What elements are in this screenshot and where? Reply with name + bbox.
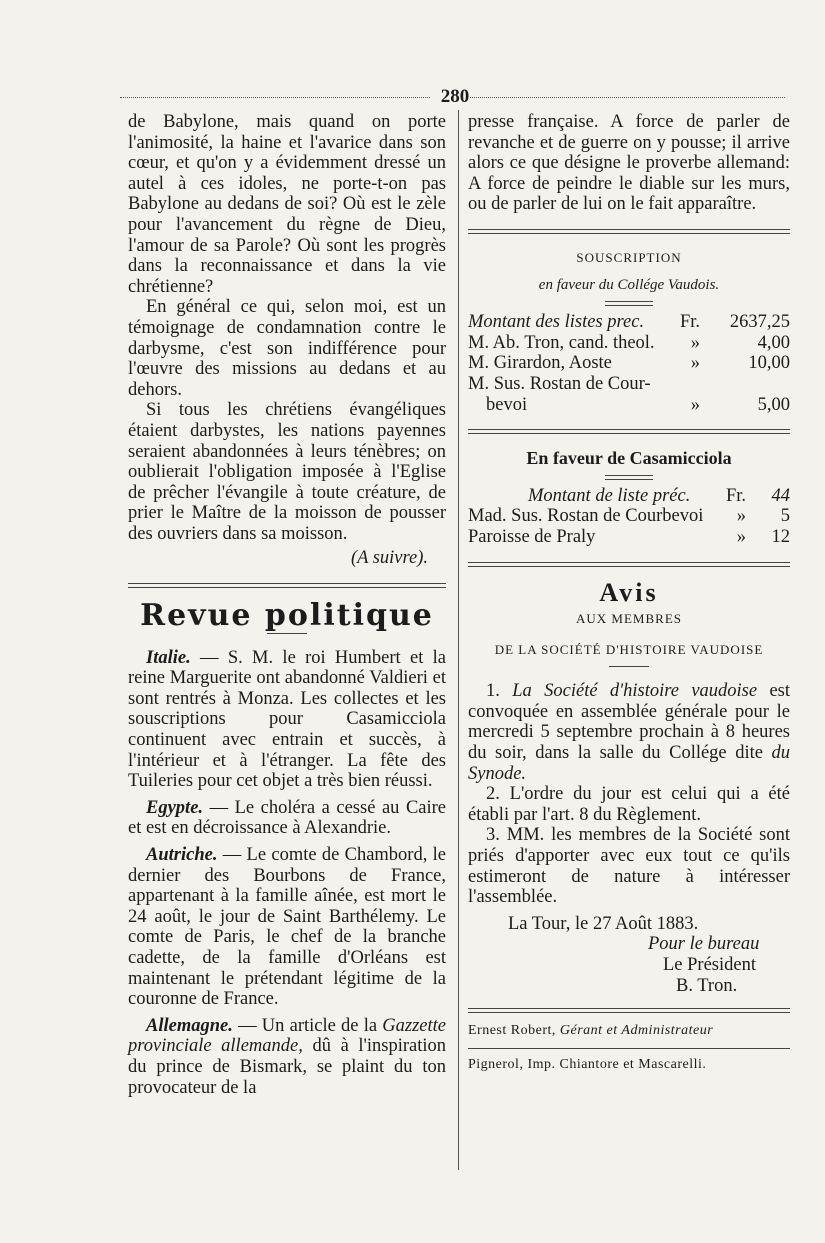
list-item: M. Ab. Tron, cand. theol. » 4,00	[468, 332, 790, 353]
list-item: Montant des listes prec. Fr. 2637,25	[468, 312, 790, 333]
avis-signature-line: Le Président	[663, 955, 756, 975]
paragraph: de Babylone, mais quand on porte l'animosité, la haine et l'avarice dans son cœur, et qu'on y a évidemment dressé un autel à ces idoles, ne porte-t-on pas Babylone au dedans de soi? Où est le zèle pour l'avancement du règne de Dieu, l'amour de sa Parole? Où sont les progrès dans la reconnaissance et dans la vie chrétienne?	[128, 112, 446, 297]
news-text: — Le comte de Chambord, le dernier des Bourbons de France, appartenant à la famille aînée, est mort le 24 août, le jour de Saint Barthélemy. Le comte de Paris, le chef de la branche cadette, de la famille d'Orléans est maintenant le prétendant légitime de la couronne de France.	[128, 845, 446, 1010]
section-divider	[128, 583, 446, 588]
paragraph: presse française. A force de parler de revanche et de guerre on y pousse; il arrive alors ce que désigne le proverbe allemand: A force de peindre le diable sur les murs, ou de parler de lui on le fait apparaître.	[468, 112, 790, 215]
left-column	[128, 112, 446, 1098]
section-divider	[468, 562, 790, 567]
section-divider	[468, 229, 790, 234]
footer-divider	[468, 1008, 790, 1013]
section-divider	[468, 429, 790, 434]
news-country: Italie.	[146, 647, 191, 668]
news-item-italie	[128, 648, 446, 792]
news-item-autriche	[128, 845, 446, 1010]
header-ornament-left	[120, 97, 430, 98]
news-text: — S. M. le roi Humbert et la reine Marguerite ont abandonné Valdieri et sont rentrés à Monza. Les collectes et les souscriptions pour Casamicciola continuent avec entrain et succès, à l'intérieur et à l'étranger. La fête des Tuileries pour cet objet a très bien réussi.	[128, 647, 447, 792]
list-item: Paroisse de Praly » 12	[468, 526, 790, 547]
avis-item-2: 2. L'ordre du jour est celui qui a été établi par l'art. 8 du Règlement.	[468, 784, 790, 825]
section-title: Revue politique	[140, 598, 434, 634]
avis-signature-line: Pour le bureau	[648, 934, 760, 955]
avis-title: Avis	[599, 577, 659, 607]
casamicciola-title: En faveur de Casamicciola	[526, 448, 732, 469]
list-item: M. Girardon, Aoste » 10,00	[468, 353, 790, 374]
title-rule	[609, 666, 649, 667]
avis-item-1: 1. La Société d'histoire vaudoise est convoquée en assemblée générale pour le mercredi 5 septembre prochain à 8 heures du soir, dans la salle du Collége dite du Synode.	[468, 681, 790, 784]
subscription-subtitle: en faveur du Collége Vaudois.	[538, 276, 720, 293]
avis-date: La Tour, le 27 Août 1883.	[508, 913, 699, 934]
paragraph: Si tous les chrétiens évangéliques étaient darbystes, les nations payennes seraient abandonnées à leurs ténèbres; on oublierait l'obligation imposée à l'Eglise de prêcher l'évangile à toute créature, de prier le Maître de la moisson de pousser des ouvriers dans sa moisson.	[128, 400, 446, 544]
paragraph: En général ce qui, selon moi, est un témoignage de condamnation contre le darbysme, c'est son indifférence pour l'œuvre des missions au dedans et au dehors.	[128, 297, 446, 400]
avis-line: DE LA SOCIÉTÉ D'HISTOIRE VAUDOISE	[494, 641, 764, 657]
news-country: Egypte.	[146, 797, 204, 818]
right-column	[468, 112, 790, 1075]
list-item: Mad. Sus. Rostan de Courbevoi » 5	[468, 506, 790, 527]
news-text: dû à l'inspiration du prince de Bismark, se plaint du ton provocateur de la	[128, 1036, 446, 1098]
publisher-line: Ernest Robert, Gérant et Administrateur	[468, 1023, 714, 1039]
list-item: M. Sus. Rostan de Cour-	[468, 373, 651, 394]
page-header	[120, 86, 785, 108]
casamicciola-list	[468, 486, 790, 548]
to-be-continued: (A suivre).	[350, 548, 428, 569]
news-country: Allemagne.	[146, 1015, 233, 1036]
subscription-title: SOUSCRIPTION	[576, 249, 682, 265]
avis-item-3: 3. MM. les membres de la Société sont priés d'apporter avec eux tout ce qu'ils estimeront de nature à intéresser l'assemblée.	[468, 825, 790, 908]
subscription-list	[468, 312, 790, 415]
news-item-allemagne	[128, 1016, 446, 1098]
list-item: Montant de liste préc. Fr. 44	[528, 485, 790, 506]
news-item-egypte	[128, 798, 446, 839]
news-text: — Un article de la	[238, 1015, 383, 1036]
footer-rule	[468, 1048, 790, 1049]
printer-line: Pignerol, Imp. Chiantore et Mascarelli.	[468, 1056, 707, 1072]
avis-line: AUX MEMBRES	[576, 611, 682, 627]
column-divider	[458, 110, 459, 1170]
list-item: bevoi » 5,00	[486, 394, 790, 415]
title-rule	[605, 301, 653, 306]
title-rule	[605, 475, 653, 480]
news-country: Autriche.	[146, 845, 218, 865]
page-number: 280	[440, 86, 470, 107]
news-italic: Gazzette provinciale allemande,	[128, 1015, 447, 1057]
news-text: — Le choléra a cessé au Caire et est en décroissance à Alexandrie.	[128, 797, 447, 839]
avis-signature-line: B. Tron.	[676, 975, 738, 996]
header-ornament-right	[470, 97, 785, 98]
